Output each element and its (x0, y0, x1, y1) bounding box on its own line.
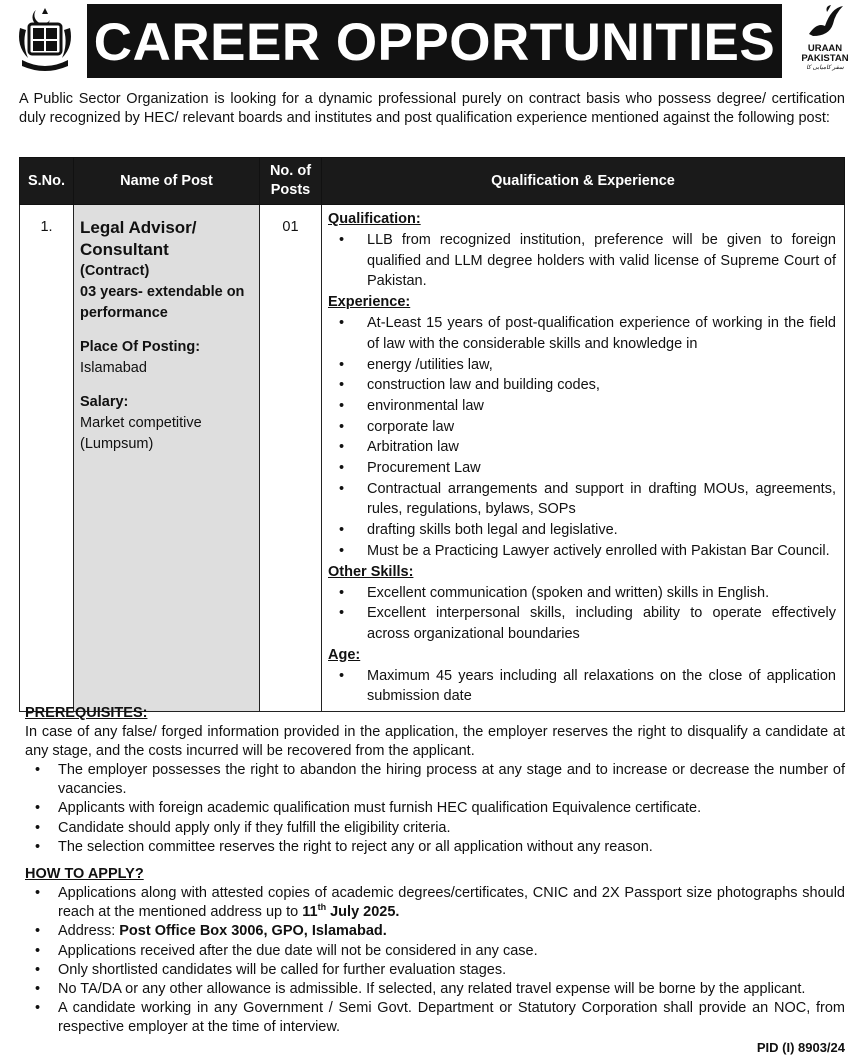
uraan-bird-icon (803, 4, 847, 40)
uraan-pakistan-logo (795, 4, 855, 78)
list-item: • Arbitration law (328, 437, 836, 458)
row-num-posts: 01 (260, 205, 322, 712)
col-header-name: Name of Post (74, 158, 260, 205)
list-item: • Maximum 45 years including all relaxations on the close of application submission date (328, 666, 836, 707)
header (0, 0, 865, 82)
salary-label: Salary: (80, 394, 129, 410)
list-item: • Must be a Practicing Lawyer actively enrolled with Pakistan Bar Council. (328, 541, 836, 562)
qualification-list (328, 230, 836, 292)
row-post-details (74, 205, 260, 712)
pid-number: PID (I) 8903/24 (756, 1040, 845, 1055)
address-value: Post Office Box 3006, GPO, Islamabad. (119, 923, 387, 940)
how-to-apply-section (25, 865, 845, 1038)
age-list (328, 666, 836, 707)
row-sno: 1. (20, 205, 74, 712)
list-item: • Procurement Law (328, 458, 836, 479)
posting-value: Islamabad (80, 360, 147, 376)
col-header-qualification: Qualification & Experience (322, 158, 845, 205)
other-skills-list (328, 583, 836, 645)
uraan-logo-tagline: سفر کامیابی کا (806, 65, 844, 71)
col-header-sno: S.No. (20, 158, 74, 205)
list-item: • Contractual arrangements and support in drafting MOUs, agreements, rules, regulations, bylaws, SOPs (328, 479, 836, 520)
posts-table (19, 157, 845, 712)
list-item: • Excellent interpersonal skills, including ability to operate effectively across organizational boundaries (328, 603, 836, 644)
uraan-logo-line2: PAKISTAN (801, 53, 849, 64)
table-row (20, 205, 845, 712)
list-item: • LLB from recognized institution, preference will be given to foreign qualified and LLM degree holders with valid license of Supreme Court of Pakistan. (328, 230, 836, 292)
prerequisites-section (25, 704, 845, 857)
list-item: • Candidate should apply only if they fulfill the eligibility criteria. (25, 819, 845, 838)
other-skills-heading: Other Skills: (328, 563, 414, 580)
post-title: Legal Advisor/ Consultant (80, 218, 197, 259)
list-item (25, 884, 845, 922)
page-title: CAREER OPPORTUNITIES (87, 4, 782, 78)
list-item: • The employer possesses the right to abandon the hiring process at any stage and to increase or decrease the number of vacancies. (25, 761, 845, 799)
age-heading: Age: (328, 646, 361, 663)
uraan-logo-line1: URAAN (807, 43, 843, 54)
qualification-heading: Qualification: (328, 211, 421, 227)
how-to-apply-heading: HOW TO APPLY? (25, 866, 144, 882)
col-header-posts: No. of Posts (260, 158, 322, 205)
table-header-row (20, 158, 845, 205)
list-item: • At-Least 15 years of post-qualification experience of working in the field of law with the considerable skills and knowledge in (328, 313, 836, 354)
salary-value-1: Market competitive (80, 415, 202, 431)
address-label: Address: (58, 923, 120, 940)
post-contract: (Contract) (80, 263, 150, 279)
list-item (25, 922, 845, 941)
list-item: • energy /utilities law, (328, 355, 836, 376)
salary-value-2: (Lumpsum) (80, 436, 154, 452)
list-item: • Excellent communication (spoken and written) skills in English. (328, 583, 836, 604)
list-item: • Applicants with foreign academic qualification must furnish HEC qualification Equivalence certificate. (25, 799, 845, 818)
experience-list (328, 313, 836, 561)
list-item: • environmental law (328, 396, 836, 417)
prerequisites-intro: In case of any false/ forged information provided in the application, the employer reserves the right to disqualify a candidate at any stage, and the costs incurred will be recovered from the applicant. (25, 724, 845, 759)
list-item: • Applications received after the due date will not be considered in any case. (25, 942, 845, 961)
experience-heading: Experience: (328, 294, 411, 311)
list-item: • Only shortlisted candidates will be called for further evaluation stages. (25, 961, 845, 980)
prerequisites-heading: PREREQUISITES: (25, 705, 148, 721)
post-term: 03 years- extendable on performance (80, 284, 245, 321)
posting-label: Place Of Posting: (80, 339, 201, 355)
apply-deadline: 11th July 2025. (302, 902, 400, 921)
list-item: • No TA/DA or any other allowance is admissible. If selected, any related travel expense will be borne by the applicant. (25, 980, 845, 999)
list-item: • The selection committee reserves the right to reject any or all application without any reason. (25, 838, 845, 857)
list-item: • corporate law (328, 417, 836, 438)
government-emblem-icon (14, 6, 76, 74)
row-qualification (322, 205, 845, 712)
apply-instructions-text: Applications along with attested copies of academic degrees/certificates, CNIC and 2X Passport size photographs should reach at the mentioned address up to (58, 885, 845, 921)
list-item: • drafting skills both legal and legislative. (328, 520, 836, 541)
list-item: • construction law and building codes, (328, 375, 836, 396)
intro-text: A Public Sector Organization is looking for a dynamic professional purely on contract basis who possess degree/ certification duly recognized by HEC/ relevant boards and institutes and post qualification experience mentioned against the following post: (19, 91, 845, 126)
list-item: • A candidate working in any Government / Semi Govt. Department or Statutory Corporation shall provide an NOC, from respective employer at the time of interview. (25, 999, 845, 1037)
prerequisites-list (25, 761, 845, 857)
how-to-apply-list (25, 884, 845, 1038)
